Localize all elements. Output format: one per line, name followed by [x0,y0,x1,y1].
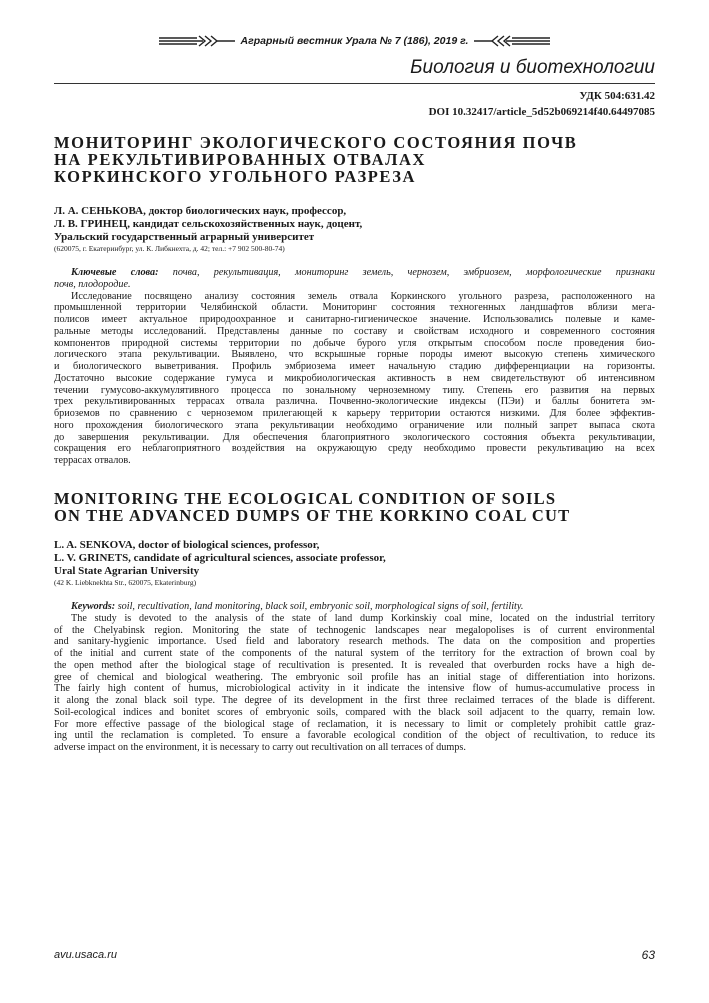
udk-code: УДК 504:631.42 [579,90,655,102]
authors-ru [54,205,654,254]
abstract-line: gree of chemical and biological weathering. The embryonic soil profile has an initial stage of differentiation into horizons. [54,671,655,683]
running-header [0,35,709,47]
title-line: НА РЕКУЛЬТИВИРОВАННЫХ ОТВАЛАХ [54,150,427,169]
abstract-line: логического этапа рекультивации. Выявлено, что вскрышные горные породы имеют высокую степень химического [54,349,655,361]
abstract-line: Soil-ecological indices and bonitet scores of embryonic soils, compared with the black soil adjacent to the quarry, remain low. [54,706,655,718]
abstract-line: сокращения его неблагоприятного воздействия на окружающую среду необходимо провести рекультивацию на всех [54,443,655,455]
footer-url[interactable]: avu.usaca.ru [54,949,117,961]
abstract-line: the open method after the biological stage of recultivation is presented. It is revealed that overburden rocks have a high de- [54,659,655,671]
abstract-line: и биологического выветривания. Профиль эмбриозема имеет начальную стадию дифференциации на горизонты. [54,361,655,372]
abstract-line: полисов имеет актуальное природоохранное и санитарно-гигиеническое значение. Использовались полевые и каме- [54,314,655,325]
keywords-line [54,267,655,279]
author-line: Л. А. СЕНЬКОВА, доктор биологических наук, профессор, [54,205,347,217]
article-title-ru [54,134,664,185]
abstract-line: of the initial and current state of the components of the natural system of the territory for the extraction of brown coal by [54,648,655,659]
title-line: MONITORING THE ECOLOGICAL CONDITION OF SOILS [54,489,557,508]
abstract-line: террасах отвалов. [54,455,131,466]
keywords-label: Keywords: [71,601,116,612]
keywords-label: Ключевые слова: [71,267,159,278]
abstract-line: For more effective passage of the biological stage of reclamation, it is necessary to limit or completely prohibit cattle graz- [54,718,655,730]
abstract-line: бриоземов по сравнению с черноземом прилегающей к карьеру территории остаются низкими. Для более эффектив- [54,408,655,419]
abstract-line: ральные методы исследований. Представлены данные по составу и свойствам исходного и современного состояния [54,325,655,337]
affiliation: Уральский государственный аграрный университет [54,231,315,243]
title-line: ON THE ADVANCED DUMPS OF THE KORKINO COAL CUT [54,506,571,525]
abstract-line: промышленной территории Челябинской области. Мониторинг состояния техногенных ландшафтов вблизи мега- [54,302,655,314]
abstract-line: of the Chelyabinsk region. Monitoring the state of technogenic landscapes near megalopolises is of current environmental [54,624,655,636]
abstract-line: adverse impact on the environment, it is necessary to carry out recultivation on all terraces of dumps. [54,742,466,753]
journal-title: Аграрный вестник Урала № 7 (186), 2019 г. [240,35,469,48]
right-ornament-icon [474,35,550,47]
left-ornament-icon [159,35,235,47]
affiliation: Ural State Agrarian University [54,565,200,577]
article-title-en [54,490,664,524]
author-line: L. V. GRINETS, candidate of agricultural sciences, associate professor, [54,552,386,564]
abstract-line: ного прохождения биологического этапа рекультивации необходимо ограничение или полный запрет выпаса скота [54,419,655,431]
section-title: Биология и биотехнологии [410,57,655,78]
abstract-line: The fairly high content of humus, microbiological activity in it indicate the intensive flow of humus-accumulative process in [54,683,655,695]
address: (620075, г. Екатеринбург, ул. К. Либкнехта, д. 42; тел.: +7 902 500-80-74) [54,244,285,253]
authors-en [54,539,654,588]
abstract-line: Достаточно высокие содержание гумуса и микробиологическая активность в нем свидетельствуют об интенсивном [54,372,655,384]
abstract-line: компонентов природной системы территории по добыче бурого угля открытым способом после проведения био- [54,337,655,349]
keywords-line [54,601,655,613]
keywords-line [54,279,655,291]
abstract-line: Исследование посвящено анализу состояния земель отвала Коркинского угольного разреза, расположенного на [71,290,655,302]
title-line: МОНИТОРИНГ ЭКОЛОГИЧЕСКОГО СОСТОЯНИЯ ПОЧВ [54,133,578,152]
abstract-ru [54,267,655,467]
keywords-text: почва, рекультивация, мониторинг земель, чернозем, эмбриозем, морфологические признаки [172,267,655,278]
keywords-text: почв, плодородие. [54,278,131,290]
title-line: КОРКИНСКОГО УГОЛЬНОГО РАЗРЕЗА [54,167,417,186]
abstract-line: до завершения рекультивации. Для обеспечения благоприятного экологического состояния объекта рекультивации, [54,431,655,443]
abstract-line: ing until the reclamation is completed. To ensure a favorable ecological condition of the object of recultivation, to reduce its [54,730,655,742]
address: (42 K. Liebknekhta Str., 620075, Ekaterinburg) [54,578,197,587]
doi-link[interactable]: DOI 10.32417/article_5d52b069214f40.64497085 [428,106,655,118]
page-number: 63 [641,948,655,962]
section-divider [54,83,655,84]
abstract-line: it along the zonal black soil type. The degree of its development in the first three reclaimed terraces of the blade is different. [54,695,655,706]
abstract-line: течении гумусово-аккумулятивного процесса по зональному черноземному типу. Степень его развития на первых [54,384,655,396]
abstract-line: трех рекультивированных террасах отвала различна. Почвенно-экологические индексы (ПЭи) и баллы бонитета эм- [54,396,655,408]
author-line: L. A. SENKOVA, doctor of biological sciences, professor, [54,539,320,551]
abstract-en [54,601,655,754]
abstract-line: and sanitary-hygienic importance. Used field and laboratory research methods. The data on the composition and properties [54,636,655,648]
author-line: Л. В. ГРИНЕЦ, кандидат сельскохозяйственных наук, доцент, [54,218,363,230]
abstract-line: The study is devoted to the analysis of the state of land dump Korkinskiy coal mine, located on the industrial territory [71,612,655,624]
keywords-text: soil, recultivation, land monitoring, black soil, embryonic soil, morphological signs of soil, fertility. [117,601,524,612]
